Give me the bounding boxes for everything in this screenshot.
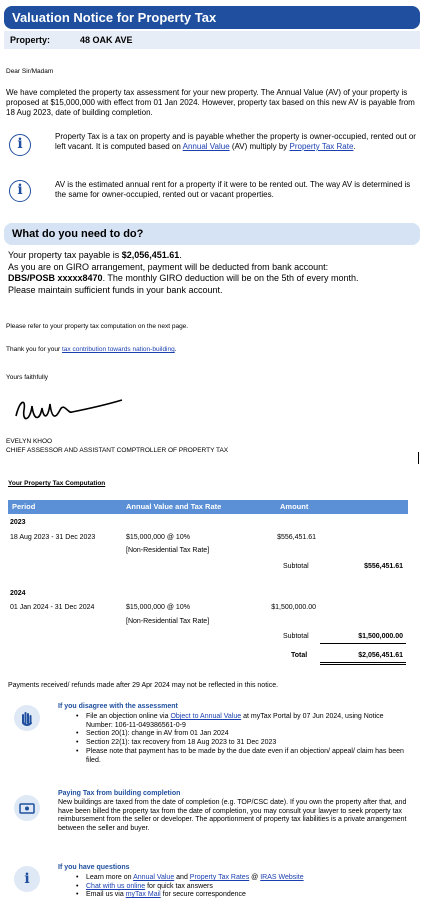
salutation: Dear Sir/Madam: [6, 68, 54, 75]
notice-title: Valuation Notice for Property Tax: [4, 6, 420, 29]
question-icon-bg: [14, 866, 40, 892]
section-22-bullet: • Section 22(1): tax recovery from 18 Aug 2023 to 31 Dec 2023: [76, 739, 406, 748]
year-2023: 2023: [10, 519, 26, 526]
subtotal-2024: $1,500,000.00: [358, 633, 403, 640]
completion-body: New buildings are taxed from the date of completion (e.g. TOP/CSC date). If you own the property after that, and have been billed the property tax from the date of completion, you may consult your lawyer to seek property tax reimbursement from the seller or developer. The apportionment of property tax liabilities is a private arrangement between the seller and buyer.: [58, 799, 407, 833]
signer-name: EVELYN KHOO: [6, 438, 53, 445]
row1-av: $15,000,000 @ 10%: [126, 534, 190, 541]
section-20-bullet: • Section 20(1): change in AV from 01 Jan 2024: [76, 730, 406, 739]
property-tax-rate-link[interactable]: Property Tax Rate: [289, 142, 354, 151]
object-av-link[interactable]: Object to Annual Value: [170, 713, 242, 720]
subtotal-2023: $556,451.61: [364, 563, 403, 570]
signer-title: CHIEF ASSESSOR AND ASSISTANT COMPTROLLER OF PROPERTY TAX: [6, 447, 229, 454]
subtotal-label: Subtotal: [283, 633, 309, 640]
info1-text: Property Tax is a tax on property and is payable whether the property is owner-occupied, rented out or left vacant. It is computed based on: [55, 132, 416, 151]
q3-pre: Email us via: [86, 891, 126, 899]
chat-online-link[interactable]: Chat with us online: [86, 882, 146, 890]
refer-text: Please refer to your property tax computation on the next page.: [6, 323, 189, 330]
funds-line: Please maintain sufficient funds in your bank account.: [8, 284, 223, 295]
annual-value-link[interactable]: Annual Value: [133, 874, 175, 881]
row2-amount: $1,500,000.00: [271, 604, 316, 611]
payable-text: Your property tax payable is: [8, 250, 122, 260]
thanks-post: .: [174, 346, 177, 353]
property-label: Property:: [10, 35, 51, 45]
q1-at: @: [249, 874, 261, 881]
thanks-text: [6, 346, 177, 353]
questions-heading: If you have questions: [58, 864, 130, 871]
info-icon: i: [24, 871, 30, 887]
email-bullet: [76, 891, 406, 900]
nation-building-link[interactable]: tax contribution towards nation-building: [62, 346, 175, 353]
total-rule-bottom-2: [320, 664, 406, 665]
col-amount: Amount: [280, 502, 309, 511]
payable-amount: $2,056,451.61: [121, 250, 180, 260]
account-line: [8, 273, 418, 285]
b1-post: at myTax Portal by 07 Jun 2024, using Notice Number: 106-11-049386561-0-9: [86, 713, 384, 729]
hand-icon: [14, 705, 40, 731]
subtotal-label: Subtotal: [283, 563, 309, 570]
bank-account: DBS/POSB xxxxx8470: [8, 273, 103, 283]
year-2024: 2024: [10, 590, 26, 597]
payments-note: Payments received/ refunds made after 29 Apr 2024 may not be reflected in this notice.: [8, 682, 279, 689]
chat-bullet: [76, 883, 406, 892]
property-tax-rates-link[interactable]: Property Tax Rates: [189, 874, 250, 881]
completion-heading: Paying Tax from building completion: [58, 790, 181, 797]
disagree-list: [76, 713, 406, 765]
row1-rate: [Non-Residential Tax Rate]: [126, 547, 210, 554]
computation-table-header: [8, 500, 408, 514]
property-row: [4, 31, 420, 49]
info1-mid-text: (AV) multiply by: [229, 142, 290, 151]
q2-post: for quick tax answers: [145, 882, 213, 890]
col-period: Period: [12, 502, 36, 511]
giro-deduction-text: . The monthly GIRO deduction will be on the 5th of every month.: [102, 273, 359, 283]
computation-heading: Your Property Tax Computation: [8, 480, 106, 487]
annual-value-link[interactable]: Annual Value: [182, 142, 230, 151]
q1-mid: and: [174, 874, 190, 881]
b1-pre: File an objection online via: [86, 713, 171, 720]
thanks-pre: Thank you for your: [6, 346, 62, 353]
info-icon: i: [9, 180, 31, 202]
row2-av: $15,000,000 @ 10%: [126, 604, 190, 611]
payment-due-bullet: • Please note that payment has to be made by the due date even if an objection/ appeal/ claim has been filed.: [76, 748, 406, 765]
total-label: Total: [291, 652, 308, 659]
info-icon: i: [9, 134, 31, 156]
objection-bullet: [76, 713, 406, 730]
row2-period: 01 Jan 2024 - 31 Dec 2024: [10, 604, 95, 611]
row1-amount: $556,451.61: [277, 534, 316, 541]
row2-rate: [Non-Residential Tax Rate]: [126, 618, 210, 625]
money-icon: [14, 795, 40, 821]
payment-instructions: [8, 250, 418, 296]
payable-post: .: [179, 250, 182, 260]
todo-heading: What do you need to do?: [4, 223, 420, 245]
info-av: AV is the estimated annual rent for a property if it were to be rented out. The way AV is determined is the same for owner-occupied, rented out or vacant properties.: [55, 180, 411, 199]
intro-paragraph: We have completed the property tax assessment for your new property. The Annual Value (AV) of your property is proposed at $15,000,000 with effect from 01 Jan 2024. However, property tax based on this new AV is payable from 18 Aug 2023, date of building completion.: [6, 88, 415, 117]
hand-icon-bg: [14, 705, 40, 731]
payable-line: [8, 250, 418, 262]
property-value: 48 OAK AVE: [80, 35, 133, 45]
iras-website-link[interactable]: IRAS Website: [260, 874, 304, 881]
total-rule-top: [320, 643, 406, 644]
mytax-mail-link[interactable]: myTax Mail: [125, 891, 161, 899]
text-cursor: [418, 452, 419, 464]
money-icon-bg: [14, 795, 40, 821]
q3-post: for secure correspondence: [160, 891, 246, 899]
signature-image: [12, 392, 127, 432]
questions-list: [76, 874, 406, 900]
info-property-tax: [55, 132, 419, 152]
row1-period: 18 Aug 2023 - 31 Dec 2023: [10, 534, 96, 541]
total-amount: $2,056,451.61: [358, 652, 403, 659]
learn-more-bullet: [76, 874, 406, 883]
total-rule-bottom-1: [320, 662, 406, 663]
disagree-heading: If you disagree with the assessment: [58, 703, 178, 710]
q1-pre: Learn more on: [86, 874, 134, 881]
col-av-rate: Annual Value and Tax Rate: [126, 502, 222, 511]
info1-post-text: .: [353, 142, 356, 151]
giro-line: As you are on GIRO arrangement, payment will be deducted from bank account:: [8, 261, 329, 272]
yours-faithfully: Yours faithfully: [6, 374, 49, 381]
